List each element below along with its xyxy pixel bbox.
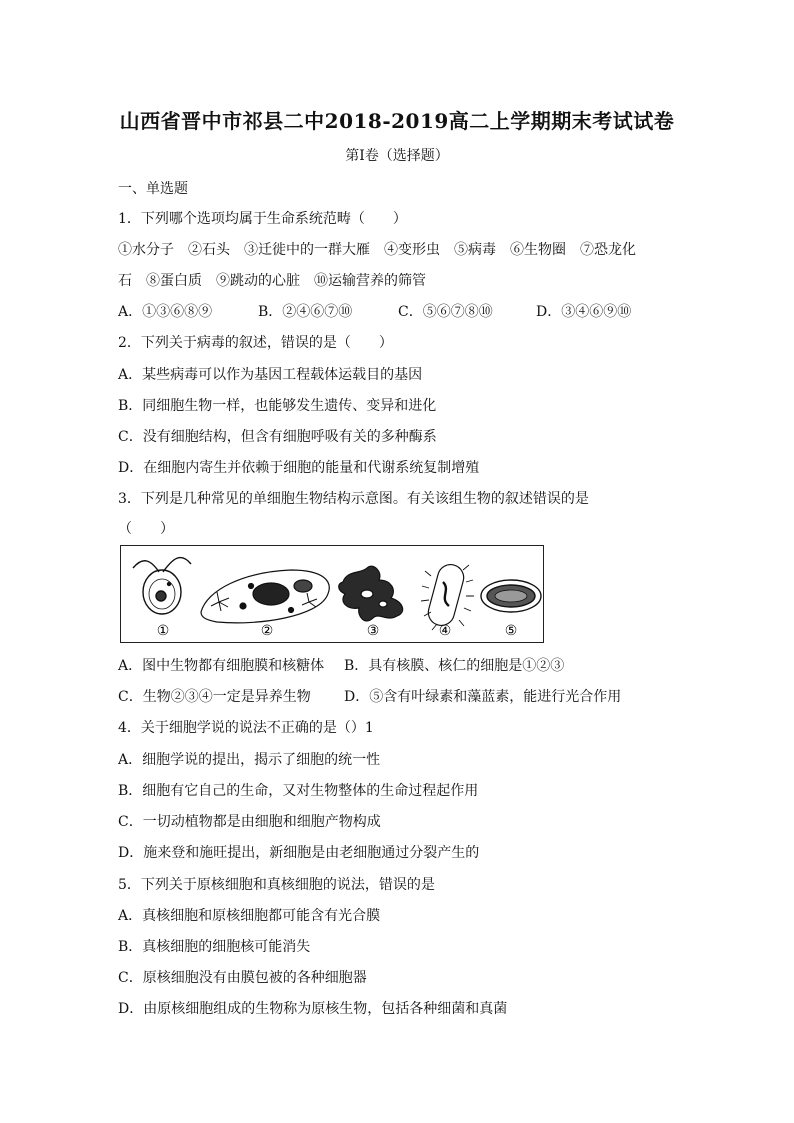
figure-label-2: ② [260, 623, 274, 639]
q4-option-b: B．细胞有它自己的生命，又对生物整体的生命过程起作用 [118, 783, 479, 799]
section-heading: 一、单选题 [118, 181, 188, 197]
organism-2-drawing [201, 570, 329, 623]
q1-option-c: C．⑤⑥⑦⑧⑩ [398, 304, 493, 320]
q3-stem: 3．下列是几种常见的单细胞生物结构示意图。有关该组生物的叙述错误的是 [118, 491, 589, 507]
figure-label-1: ① [156, 623, 170, 639]
q5-option-a: A．真核细胞和原核细胞都可能含有光合膜 [118, 908, 381, 924]
section-subtitle: 第Ⅰ卷（选择题） [345, 148, 449, 164]
q2-option-a: A．某些病毒可以作为基因工程载体运载目的基因 [118, 367, 423, 383]
q1-option-a: A．①③⑥⑧⑨ [118, 304, 213, 320]
organism-1-drawing [133, 558, 191, 614]
q2-option-c: C．没有细胞结构，但含有细胞呼吸有关的多种酶系 [118, 429, 437, 445]
q2-option-d: D．在细胞内寄生并依赖于细胞的能量和代谢系统复制增殖 [118, 460, 480, 476]
q2-stem: 2．下列关于病毒的叙述，错误的是（ ） [118, 335, 393, 351]
q3-option-d: D．⑤含有叶绿素和藻蓝素，能进行光合作用 [344, 689, 622, 705]
q4-option-c: C．一切动植物都是由细胞和细胞产物构成 [118, 814, 381, 830]
q4-option-a: A．细胞学说的提出，揭示了细胞的统一性 [118, 752, 381, 768]
q5-option-b: B．真核细胞的细胞核可能消失 [118, 939, 311, 955]
q1-items-line2: 石 ⑧蛋白质 ⑨跳动的心脏 ⑩运输营养的筛管 [118, 273, 426, 289]
figure-label-4: ④ [438, 623, 452, 639]
organism-4-drawing [421, 562, 474, 630]
figure-label-5: ⑤ [504, 623, 518, 639]
exam-title: 山西省晋中市祁县二中2018-2019高二上学期期末考试试卷 [119, 109, 675, 133]
q1-stem: 1．下列哪个选项均属于生命系统范畴（ ） [118, 211, 407, 227]
q5-option-d: D．由原核细胞组成的生物称为原核生物，包括各种细菌和真菌 [118, 1001, 508, 1017]
organism-5-drawing [481, 580, 541, 612]
organism-3-drawing [339, 566, 403, 621]
q3-option-a: A．图中生物都有细胞膜和核糖体 [118, 658, 325, 674]
cell-diagram-figure [120, 545, 544, 643]
q3-stem-bracket: （ ） [118, 521, 174, 537]
q3-options-row2 [118, 686, 621, 706]
q4-stem: 4．关于细胞学说的说法不正确的是（）1 [118, 720, 374, 736]
q5-option-c: C．原核细胞没有由膜包被的各种细胞器 [118, 970, 367, 986]
q3-option-c: C．生物②③④一定是异养生物 [118, 689, 311, 705]
q1-option-b: B．②④⑥⑦⑩ [258, 304, 353, 320]
q3-option-b: B．具有核膜、核仁的细胞是①②③ [344, 658, 565, 674]
q5-stem: 5．下列关于原核细胞和真核细胞的说法，错误的是 [118, 877, 435, 893]
q4-option-d: D．施来登和施旺提出，新细胞是由老细胞通过分裂产生的 [118, 845, 480, 861]
q1-items-line1: ①水分子 ②石头 ③迁徙中的一群大雁 ④变形虫 ⑤病毒 ⑥生物圈 ⑦恐龙化 [118, 242, 636, 258]
q1-option-d: D．③④⑥⑨⑩ [536, 304, 632, 320]
q2-option-b: B．同细胞生物一样，也能够发生遗传、变异和进化 [118, 398, 437, 414]
figure-label-3: ③ [366, 623, 380, 639]
cell-diagram [121, 546, 543, 642]
q1-options [118, 301, 631, 321]
q3-options-row1 [118, 655, 564, 675]
